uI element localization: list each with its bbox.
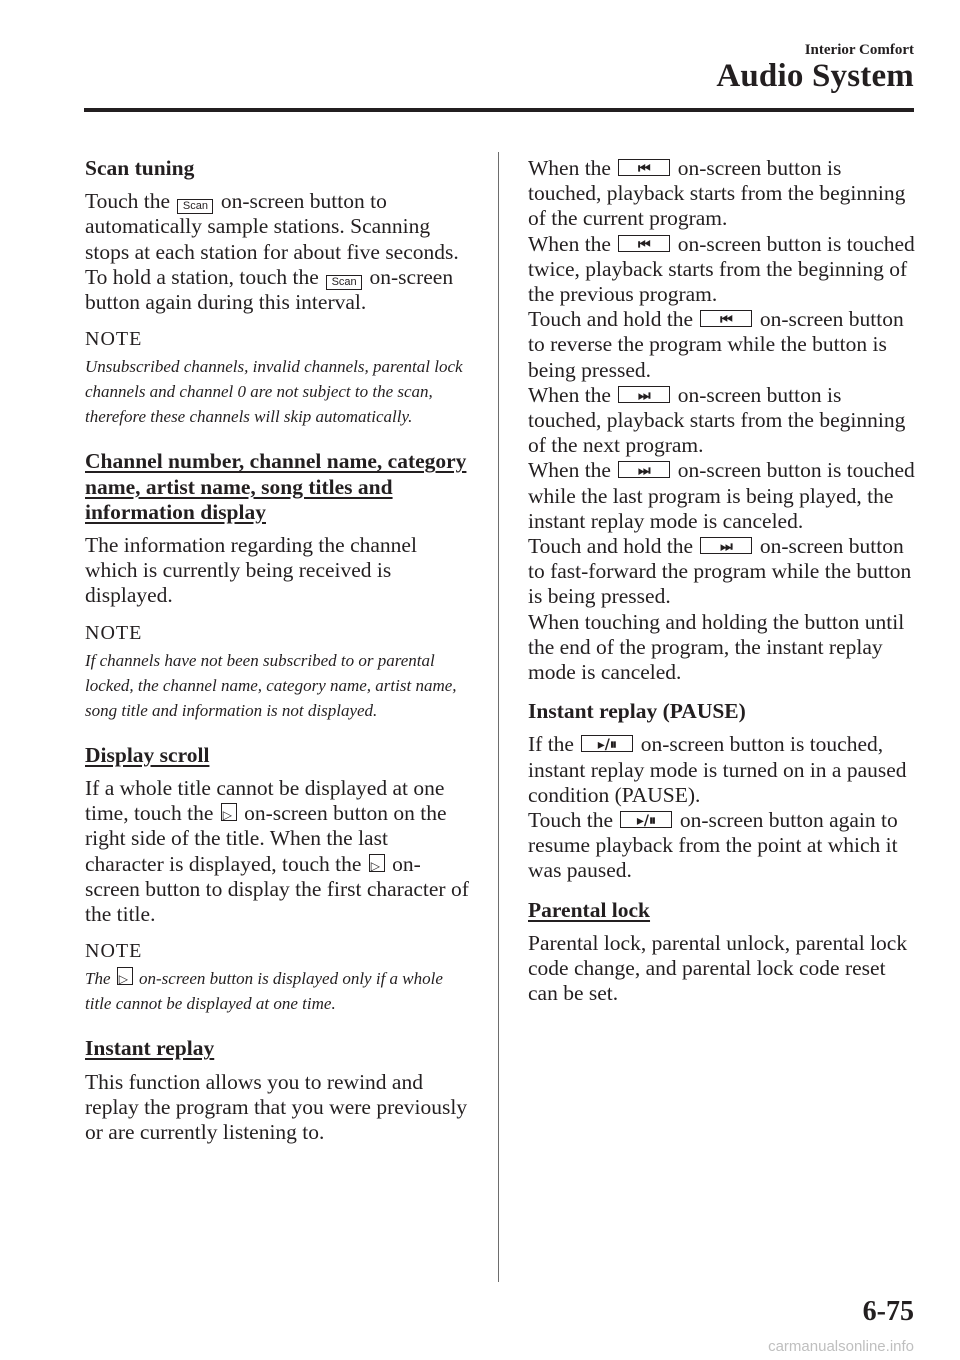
scroll-paragraph: If a whole title cannot be displayed at one time, touch the ▷ on-screen button on the right side of the title. When the last character is displayed, touch the ▷ on-screen button to display the first character of the title.: [85, 776, 469, 927]
scroll-arrow-icon: ▷: [221, 803, 237, 821]
note-label: NOTE: [85, 940, 143, 963]
channel-paragraph: The information regarding the channel which is currently being received is displayed.: [85, 533, 417, 608]
heading-instant-replay-pause: Instant replay (PAUSE): [528, 699, 746, 724]
note-label: NOTE: [85, 328, 143, 351]
rewind-icon: ⏮: [618, 159, 670, 176]
scan-button-icon: Scan: [326, 275, 362, 290]
header-rule: [84, 108, 914, 112]
heading-instant-replay: Instant replay: [85, 1036, 215, 1061]
note-channel: If channels have not been subscribed to or parental locked, the channel name, category name, artist name, song title and information is not displayed.: [85, 650, 457, 720]
play-pause-icon: ▸/⏸: [581, 735, 633, 752]
heading-parental-lock: Parental lock: [528, 897, 651, 922]
watermark: carmanualsonline.info: [768, 1338, 914, 1355]
replay-instructions: When the ⏮ on-screen button is touched, playback starts from the beginning of the current program. When the ⏮ on-screen button is touched twice, playback starts from the beginning of the previous program. Touch and hold the ⏮ on-screen button to reverse the program while the button is being pressed. When the ⏭ on-screen button is touched, playback starts from the beginning of the next program. When the ⏭ on-screen button is touched while the last program is being played, the instant replay mode is canceled. Touch and hold the ⏭ on-screen button to fast-forward the program while the button is being pressed. When touching and holding the button until the end of the program, the instant replay mode is canceled.: [528, 156, 915, 685]
rewind-icon: ⏮: [700, 310, 752, 327]
heading-channel-display: Channel number, channel name, category name, artist name, song titles and information display: [85, 449, 467, 524]
play-pause-icon: ▸/⏸: [620, 811, 672, 828]
heading-scan-tuning: Scan tuning: [85, 156, 195, 180]
parental-lock-paragraph: Parental lock, parental unlock, parental lock code change, and parental lock code reset can be set.: [528, 930, 908, 1006]
note-label: NOTE: [85, 621, 143, 644]
scan-button-icon: Scan: [177, 199, 213, 214]
note-scroll: The ▷ on-screen button is displayed only if a whole title cannot be displayed at one time.: [85, 969, 443, 1014]
instant-replay-paragraph: This function allows you to rewind and replay the program that you were previously or are currently listening to.: [85, 1069, 468, 1145]
fast-forward-icon: ⏭: [618, 461, 670, 478]
heading-display-scroll: Display scroll: [85, 742, 210, 767]
page-title: Audio System: [716, 58, 914, 94]
note-scan: Unsubscribed channels, invalid channels, parental lock channels and channel 0 are not subject to the scan, therefore these channels will skip automatically.: [85, 357, 463, 427]
scroll-arrow-icon: ▷: [117, 967, 133, 985]
scan-paragraph-1: Touch the Scan on-screen button to automatically sample stations. Scanning stops at each station for about five seconds. To hold a station, touch the Scan on-screen button again during this interval.: [85, 189, 459, 315]
column-divider: [498, 152, 499, 1282]
rewind-icon: ⏮: [618, 235, 670, 252]
right-column: [528, 156, 918, 1015]
pause-paragraph: If the ▸/⏸ on-screen button is touched, instant replay mode is turned on in a paused condition (PAUSE). Touch the ▸/⏸ on-screen button again to resume playback from the point at which it was paused.: [528, 732, 907, 883]
section-label: Interior Comfort: [804, 42, 914, 58]
scroll-arrow-icon: ▷: [369, 854, 385, 872]
left-column: [85, 156, 470, 1153]
fast-forward-icon: ⏭: [700, 537, 752, 554]
page-number: 6-75: [862, 1296, 914, 1327]
fast-forward-icon: ⏭: [618, 386, 670, 403]
